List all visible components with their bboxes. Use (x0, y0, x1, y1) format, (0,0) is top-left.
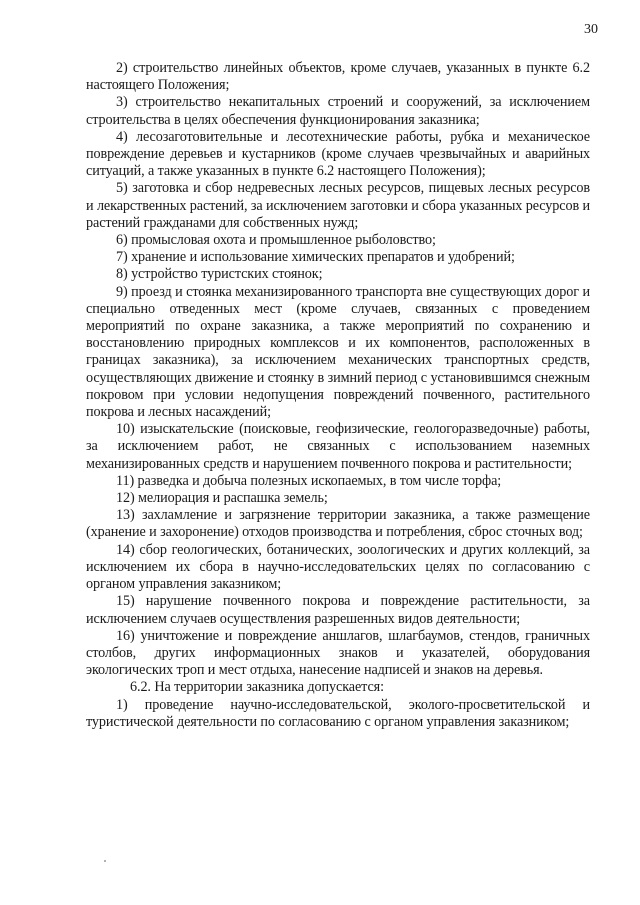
list-item: 11) разведка и добыча полезных ископаемых, в том числе торфа; (116, 472, 502, 489)
document-body (86, 60, 590, 731)
list-item: 3) строительство некапитальных строений и сооружений, за исключением строительства в целях обеспечения функционирования заказника; (86, 94, 590, 128)
list-item: 13) захламление и загрязнение территории заказника, а также размещение (хранение и захоронение) отходов производства и потребления, сброс сточных вод; (86, 507, 590, 541)
list-item: 8) устройство туристских стоянок; (116, 266, 323, 283)
list-item: 9) проезд и стоянка механизированного транспорта вне существующих дорог и специально отведенных мест (кроме случаев, связанных с проведением мероприятий по охране заказника, а также мероприятий по сохранению и восстановлению природных комплексов и их компонентов, расположенных в границах заказника), за исключением механических транспортных средств, осуществляющих движение и стоянку в зимний период с установившимся снежным покровом при условии недопущения повреждений почвенного, растительного покрова и лесных насаждений; (86, 283, 590, 421)
section-heading: 6.2. На территории заказника допускается: (130, 679, 384, 696)
page-number: 30 (584, 22, 598, 37)
list-item: 5) заготовка и сбор недревесных лесных ресурсов, пищевых лесных ресурсов и лекарственных растений, за исключением заготовки и сбора указанных ресурсов и растений гражданами для собственных нужд; (86, 180, 590, 231)
sub-list-item: 1) проведение научно-исследовательской, эколого-просветительской и туристической деятельности по согласованию с органом управления заказником; (86, 696, 590, 730)
list-item: 12) мелиорация и распашка земель; (116, 490, 328, 507)
list-item: 4) лесозаготовительные и лесотехнические работы, рубка и механическое повреждение деревьев и кустарников (кроме случаев чрезвычайных и аварийных ситуаций, а также указанных в пункте 6.2 настоящего Положения); (86, 128, 590, 180)
scan-speck (104, 860, 106, 862)
list-item: 15) нарушение почвенного покрова и повреждение растительности, за исключением случаев осуществления разрешенных видов деятельности; (86, 593, 590, 627)
list-item: 14) сбор геологических, ботанических, зоологических и других коллекций, за исключением их сбора в научно-исследовательских целях по согласованию с органом управления заказником; (86, 541, 590, 593)
list-item: 10) изыскательские (поисковые, геофизические, геологоразведочные) работы, за исключением работ, не связанных с использованием наземных механизированных средств и нарушением почвенного покрова и растительности; (86, 421, 590, 472)
list-item: 16) уничтожение и повреждение аншлагов, шлагбаумов, стендов, граничных столбов, других информационных знаков и указателей, оборудования экологических троп и мест отдыха, нанесение надписей и знаков на деревья. (86, 627, 590, 679)
list-item: 7) хранение и использование химических препаратов и удобрений; (116, 249, 515, 266)
list-item: 6) промысловая охота и промышленное рыболовство; (116, 232, 436, 249)
list-item: 2) строительство линейных объектов, кроме случаев, указанных в пункте 6.2 настоящего Положения; (86, 60, 590, 94)
